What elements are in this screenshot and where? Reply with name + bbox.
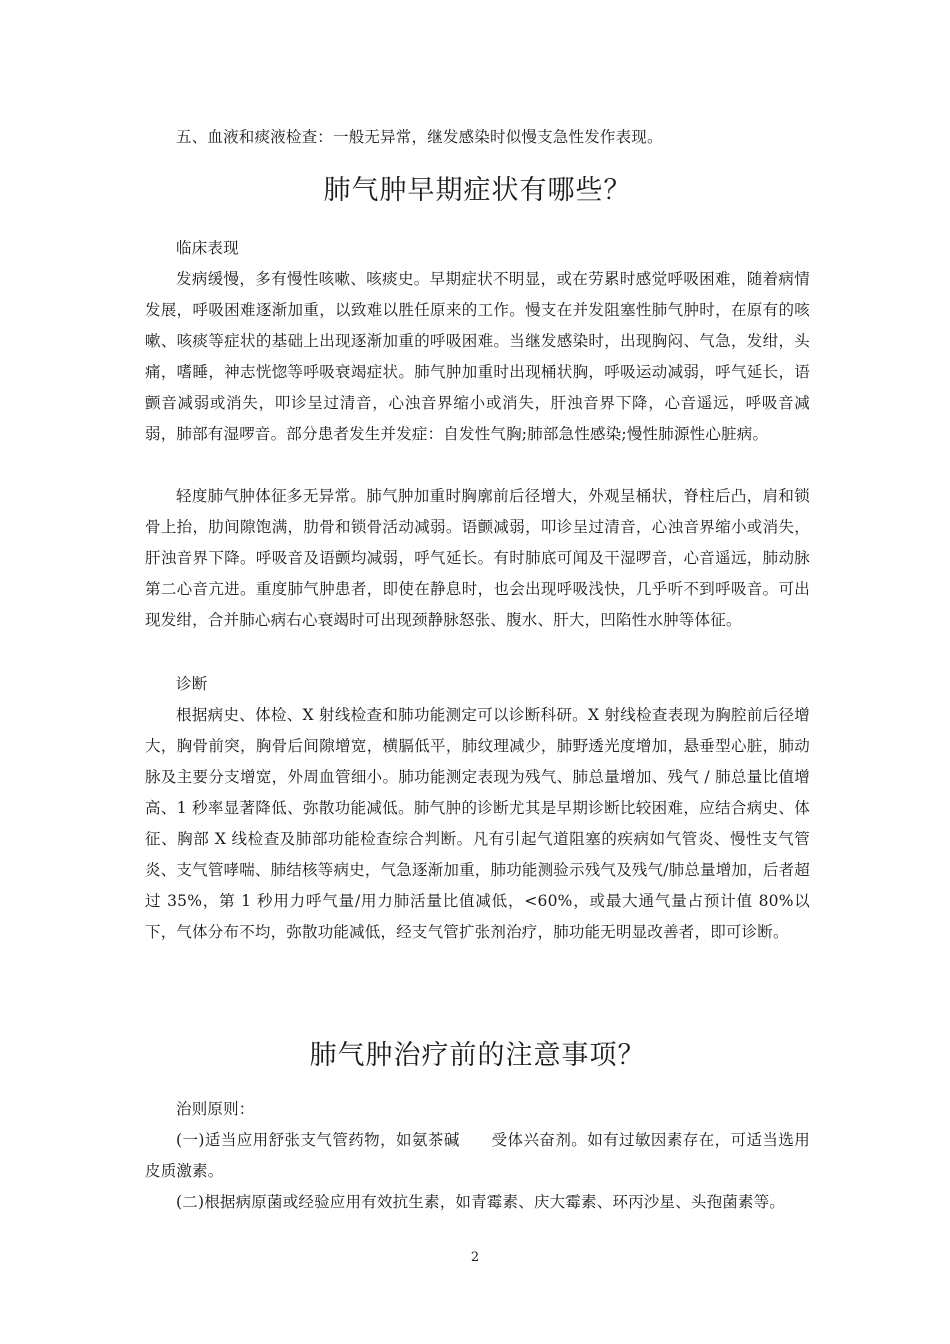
treatment-item-2: (二)根据病原菌或经验应用有效抗生素，如青霉素、庆大霉素、环丙沙星、头孢菌素等。 <box>176 1193 786 1211</box>
clinical-paragraph-2: 轻度肺气肿体征多无异常。肺气肿加重时胸廓前后径增大，外观呈桶状，脊柱后凸，肩和锁骨上抬，肋间隙饱满，肋骨和锁骨活动减弱。语颤减弱，叩诊呈过清音，心浊音界缩小或消失，肝浊音界下降。呼吸音及语颤均减弱，呼气延长。有时肺底可闻及干湿啰音，心音遥远，肺动脉第二心音亢进。重度肺气肿患者，即使在静息时，也会出现呼吸浅快，几乎听不到呼吸音。可出现发绀，合并肺心病右心衰竭时可出现颈静脉怒张、腹水、肝大，凹陷性水肿等体征。 <box>145 487 810 629</box>
clinical-label: 临床表现 <box>176 239 239 257</box>
diagnosis-paragraph: 根据病史、体检、X 射线检查和肺功能测定可以诊断科研。X 射线检查表现为胸腔前后径增大，胸骨前突，胸骨后间隙增宽，横膈低平，肺纹理减少，肺野透光度增加，悬垂型心脏，肺动脉及主要分支增宽，外周血管细小。肺功能测定表现为残气、肺总量增加、残气 / 肺总量比值增高、1 秒率显著降低、弥散功能减低。肺气肿的诊断尤其是早期诊断比较困难，应结合病史、体征、胸部 X 线检查及肺部功能检查综合判断。凡有引起气道阻塞的疾病如气管炎、慢性支气管炎、支气管哮喘、肺结核等病史，气急逐渐加重，肺功能测验示残气及残气/肺总量增加，后者超过 35%，第 1 秒用力呼气量/用力肺活量比值减低，<60%，或最大通气量占预计值 80%以下，气体分布不均，弥散功能减低，经支气管扩张剂治疗，肺功能无明显改善者，即可诊断。 <box>145 706 810 941</box>
section2-title: 肺气肿治疗前的注意事项？ <box>309 1040 646 1071</box>
principle-label: 治则原则： <box>176 1100 255 1118</box>
page-number: 2 <box>470 1250 480 1265</box>
intro-line: 五、血液和痰液检查：一般无异常，继发感染时似慢支急性发作表现。 <box>176 128 663 146</box>
diagnosis-label: 诊断 <box>176 675 208 693</box>
section1-title: 肺气肿早期症状有哪些？ <box>323 175 632 206</box>
clinical-paragraph-1: 发病缓慢，多有慢性咳嗽、咳痰史。早期症状不明显，或在劳累时感觉呼吸困难，随着病情发展，呼吸困难逐渐加重，以致难以胜任原来的工作。慢支在并发阻塞性肺气肿时，在原有的咳嗽、咳痰等症状的基础上出现逐渐加重的呼吸困难。当继发感染时，出现胸闷、气急，发绀，头痛，嗜睡，神志恍惚等呼吸衰竭症状。肺气肿加重时出现桶状胸，呼吸运动减弱，呼气延长，语颤音减弱或消失，叩诊呈过清音，心浊音界缩小或消失，肝浊音界下降，心音遥远，呼吸音减弱，肺部有湿啰音。部分患者发生并发症：自发性气胸;肺部急性感染;慢性肺源性心脏病。 <box>145 270 810 443</box>
treatment-item-1: (一)适当应用舒张支气管药物，如氨茶碱 受体兴奋剂。如有过敏因素存在，可适当选用皮质激素。 <box>145 1131 810 1180</box>
